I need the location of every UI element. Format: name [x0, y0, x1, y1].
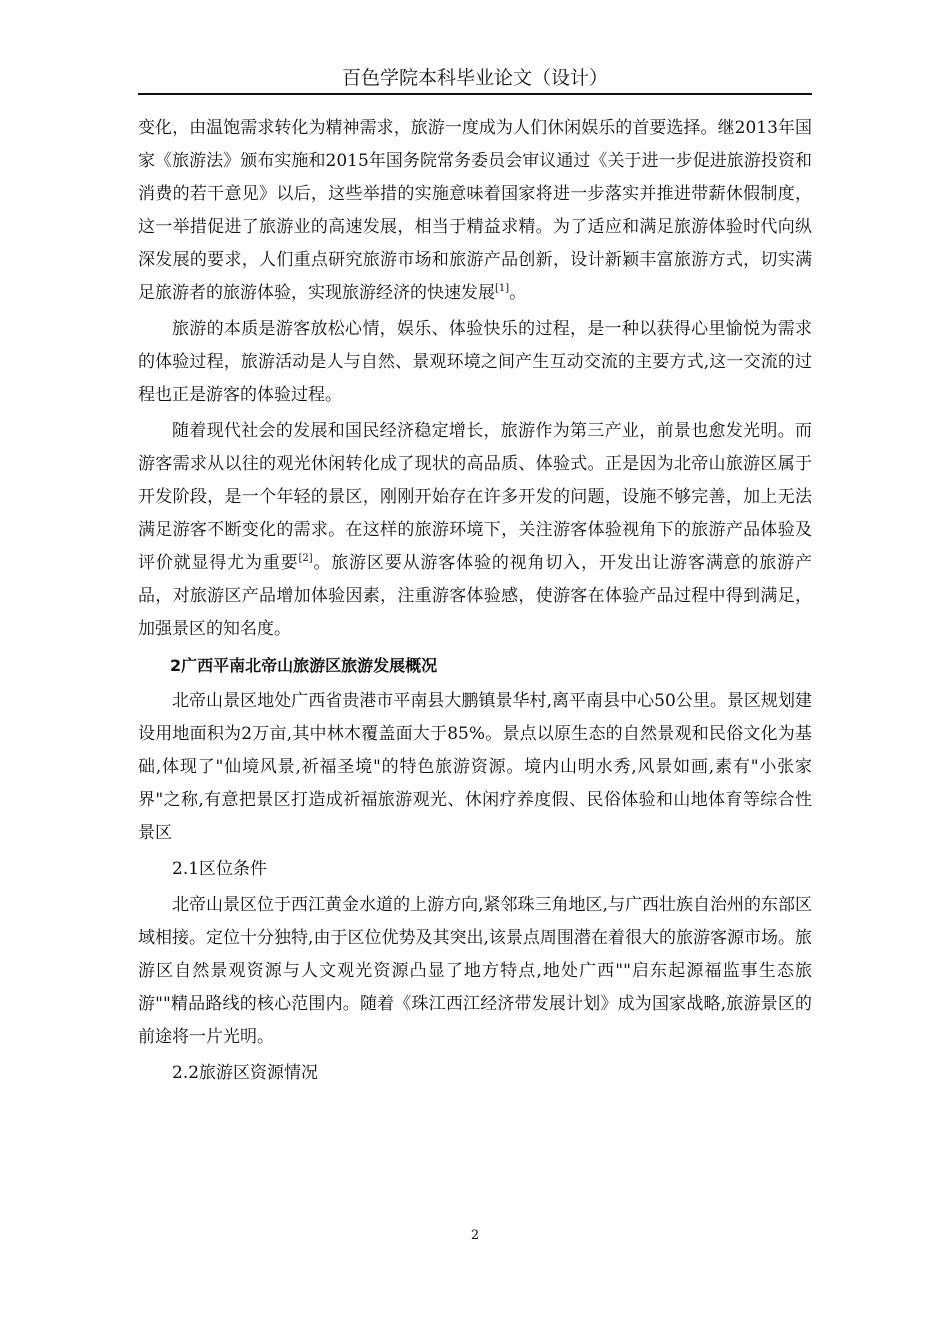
citation-ref: [2]	[298, 553, 313, 564]
paragraph-text-tail: 。	[509, 283, 527, 303]
header-divider	[138, 93, 812, 95]
document-body	[138, 112, 812, 1093]
paragraph-text-tail: 。旅游区要从游客体验的视角切入，开发出让游客满意的旅游产品，对旅游区产品增加体验因素，注重游客体验感，使游客在体验产品过程中得到满足，加强景区的知名度。	[138, 553, 812, 639]
page-header-title: 百色学院本科毕业论文（设计）	[341, 67, 608, 89]
paragraph-scenic-overview: 北帝山景区地处广西省贵港市平南县大鹏镇景华村,离平南县中心50公里。景区规划建设用地面积为2万亩,其中林木覆盖面大于85%。景点以原生态的自然景观和民俗文化为基础,体现了"仙境风景,祈福圣境"的特色旅游资源。境内山明水秀,风景如画,素有"小张家界"之称,有意把景区打造成祈福旅游观光、休闲疗养度假、民俗体验和山地体育等综合性景区	[138, 691, 812, 843]
page-number: 2	[470, 1228, 480, 1243]
citation-ref: [1]	[495, 283, 510, 294]
paragraph-text: 随着现代社会的发展和国民经济稳定增长，旅游作为第三产业，前景也愈发光明。而游客需求从以往的观光休闲转化成了现状的高品质、体验式。正是因为北帝山旅游区属于开发阶段，是一个年轻的景区，刚刚开始存在许多开发的问题，设施不够完善，加上无法满足游客不断变化的需求。在这样的旅游环境下，关注游客体验视角下的旅游产品体验及评价就显得尤为重要	[138, 421, 812, 573]
paragraph-continued	[138, 112, 812, 310]
section-heading: 2广西平南北帝山旅游区旅游发展概况	[170, 656, 438, 675]
paragraph-text: 变化，由温饱需求转化为精神需求，旅游一度成为人们休闲娱乐的首要选择。继2013年国家《旅游法》颁布实施和2015年国务院常务委员会审议通过《关于进一步促进旅游投资和消费的若干意见》以后，这些举措的实施意味着国家将进一步落实并推进带薪休假制度，这一举措促进了旅游业的高速发展，相当于精益求精。为了适应和满足旅游体验时代向纵深发展的要求，人们重点研究旅游市场和旅游产品创新，设计新颖丰富旅游方式，切实满足旅游者的旅游体验，实现旅游经济的快速发展	[138, 118, 812, 303]
paragraph-location: 北帝山景区位于西江黄金水道的上游方向,紧邻珠三角地区,与广西壮族自治州的东部区域相接。定位十分独特,由于区位优势及其突出,该景点周围潜在着很大的旅游客源市场。旅游区自然景观资源与人文观光资源凸显了地方特点,地处广西""启东起源福监事生态旅游""精品路线的核心范围内。随着《珠江西江经济带发展计划》成为国家战略,旅游景区的前途将一片光明。	[138, 895, 812, 1047]
subsection-heading-resources: 2.2旅游区资源情况	[172, 1063, 319, 1083]
paragraph-tourism-essence: 旅游的本质是游客放松心情，娱乐、体验快乐的过程，是一种以获得心里愉悦为需求的体验过程，旅游活动是人与自然、景观环境之间产生互动交流的主要方式,这一交流的过程也正是游客的体验过程。	[138, 319, 812, 405]
subsection-heading-location: 2.1区位条件	[172, 859, 268, 879]
paragraph-social-development	[138, 415, 812, 646]
